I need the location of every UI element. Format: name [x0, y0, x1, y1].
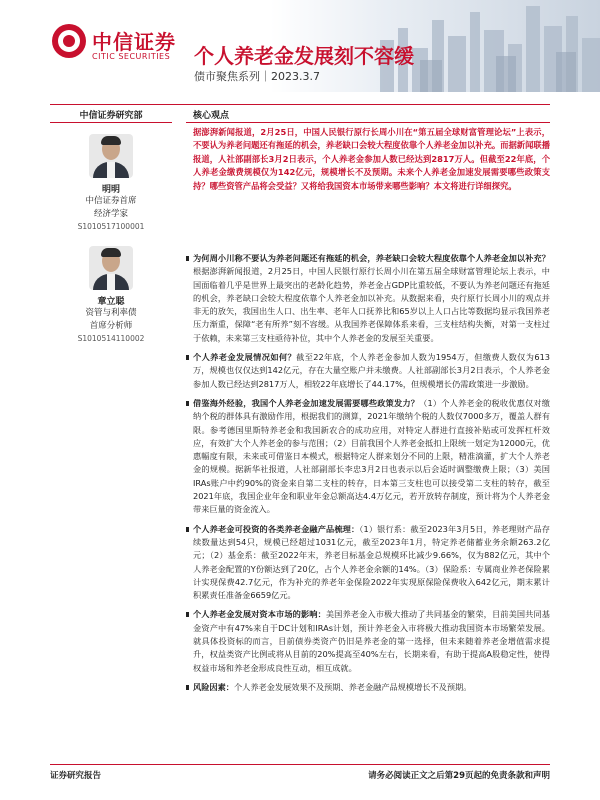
bullet-text: （1）银行系：截至2023年3月5日，养老理财产品存续数量达到54只，规模已经超过1031亿元，截至2023年1月，特定养老储蓄业务余额263.2亿元；（2）基金系：截至2022年末，养老目标基金总规模环比减少9.66%，仅为882亿元，其中个人养老金配置的Y份额达到了20亿，占个人养老金余额的14%。（3）保险系：专属商业养老保险累计实现保费42.7亿元，作为补充的养老年金保险2022年实现原保险保费收入642亿元，期末累计积累责任准备金6659亿元。 — [193, 523, 550, 601]
bullet-lead: 个人养老金发展对资本市场的影响： — [193, 609, 326, 620]
core-view-heading: 核心观点 — [193, 111, 230, 121]
report-subtitle: 债市聚焦系列｜2023.3.7 — [194, 70, 320, 83]
report-title: 个人养老金发展刻不容缓 — [194, 44, 414, 68]
top-divider — [50, 104, 550, 105]
bullet-lead: 为何周小川称不要认为养老问题还有拖延的机会，养老缺口会较大程度依靠个人养老金加以补充？ — [193, 253, 550, 263]
right-heading-rule — [186, 122, 550, 123]
list-item — [186, 681, 550, 694]
brand-name-en: CITIC SECURITIES — [92, 52, 171, 61]
avatar — [89, 246, 133, 290]
report-header — [0, 0, 600, 92]
citic-emblem-icon — [52, 24, 86, 58]
bullet-text: 个人养老金发展效果不及预期、养老金融产品规模增长不及预期。 — [233, 681, 472, 692]
disclaimer-note: 请务必阅读正文之后第29页起的免责条款和声明 — [368, 771, 550, 781]
analyst-title-line2: 经济学家 — [93, 209, 128, 219]
bullet-text: 截至22年底，个人养老金参加人数为1954万，但缴费人数仅为613万，规模也仅仅达到142亿元，存在大量空账户并未缴费。人社部副部长3月2日表示，个人养老金参加人数已经达到2817万人，相较22年底增长了44.17%，但规模增长仍需政策进一步激励。 — [193, 352, 550, 389]
bullet-lead: 个人养老金可投资的各类养老金融产品梳理： — [193, 523, 360, 534]
analyst-name: 明明 — [101, 185, 120, 195]
list-item — [186, 397, 550, 517]
analyst-card — [50, 134, 172, 233]
bullet-lead: 借鉴海外经验，我国个人养老金加速发展需要哪些政策发力？ — [193, 397, 420, 408]
list-item — [186, 252, 550, 345]
list-item — [186, 608, 550, 674]
research-dept-heading: 中信证券研究部 — [79, 111, 143, 121]
bullet-list — [186, 252, 550, 700]
analyst-title-line1: 中信证券首席 — [85, 196, 137, 206]
bullet-lead: 风险因素： — [193, 681, 234, 692]
avatar — [89, 134, 133, 178]
analyst-title-line2: 首席分析师 — [89, 321, 133, 331]
analyst-card — [50, 246, 172, 345]
analyst-name: 章立聪 — [97, 297, 125, 307]
list-item — [186, 351, 550, 391]
footer-label: 证券研究报告 — [50, 771, 102, 781]
analyst-license-id: S1010517100001 — [77, 222, 145, 231]
bullet-text: 根据澎湃新闻报道，2月25日，中国人民银行原行长周小川在第五届全球财富管理论坛上表示，中国面临着几乎是世界上最突出的老龄化趋势，养老金占GDP比重较低，不要认为养老问题还有拖延的机会，养老缺口会较大程度依靠个人养老金加以补充。从数据来看，央行原行长周小川的观点并非无的放矢，我国出生人口、出生率、老年人口抚养比和65岁以上人口占比等数据均显示我国养老压力渐重，保障“老有所养”刻不容缓。从我国养老保障体系来看，三支柱结构失衡，对第一支柱过于依赖，未来第三支柱亟待补位，其中个人养老金的发展至关重要。 — [193, 266, 550, 343]
list-item — [186, 523, 550, 603]
core-summary: 据澎湃新闻报道，2月25日，中国人民银行原行长周小川在“第五届全球财富管理论坛”上表示，不要认为养老问题还有拖延的机会，养老缺口会较大程度依靠个人养老金加以补充。而据新闻联播报道，人社部副部长3月2日表示，个人养老金参加人数已经达到2817万人。但截至22年底，个人养老金缴费规模仅为142亿元，规模增长不及预期。未来个人养老金加速发展需要哪些政策支持？哪些资管产品将会受益？又将给我国资本市场带来哪些影响？本文将进行详细探究。 — [193, 127, 550, 191]
brand-name-cn: 中信证券 — [92, 30, 176, 54]
footer-divider — [50, 764, 550, 765]
analyst-license-id: S1010514110002 — [77, 334, 145, 343]
citic-logo — [22, 16, 176, 76]
left-heading-rule — [50, 122, 172, 123]
analyst-title-line1: 资管与利率债 — [85, 308, 137, 318]
bullet-text: 美国养老金入市极大推动了共同基金的繁荣，目前美国共同基金资产中有47%来自于DC计划和IRAs计划，预计养老金入市将极大推动我国资本市场繁荣发展。就具体投资标的而言，目前债券类资产仍旧是养老金的第一选择，但未来随着养老金增值需求提升，权益类资产比例或将从目前的20%提高至40%左右，长期来看，有助于提高A股稳定性，使得权益市场和养老金形成良性互动，相互成就。 — [193, 609, 550, 673]
bullet-text: （1）个人养老金的税收优惠仅对缴纳个税的群体具有激励作用，根据我们的测算，2021年缴纳个税的人数仅7000多万，覆盖人群有限。参考德国里斯特养老金和我国新农合的成功应用，对特定人群进行直接补贴或可发挥杠杆效应，有效扩大个人养老金的参与范围；（2）目前我国个人养老金抵扣上限统一划定为12000元，优惠幅度有限，未来或可借鉴日本模式，根据特定人群来划分不同的上限，精准滴灌，扩大个人养老金的规模。据新华社报道，人社部副部长李忠3月2日也表示以后会适时调整缴费上限；（3）美国IRAs账户中约90%的资金来自第二支柱的转存，日本第三支柱也可以接受第二支柱的转存，截至2021年底，我国企业年金和职业年金总额高达4.4万亿元，若开放转存制度，预计将为个人养老金带来巨量的资金流入。 — [193, 397, 550, 515]
bullet-lead: 个人养老金发展情况如何？ — [193, 352, 297, 363]
